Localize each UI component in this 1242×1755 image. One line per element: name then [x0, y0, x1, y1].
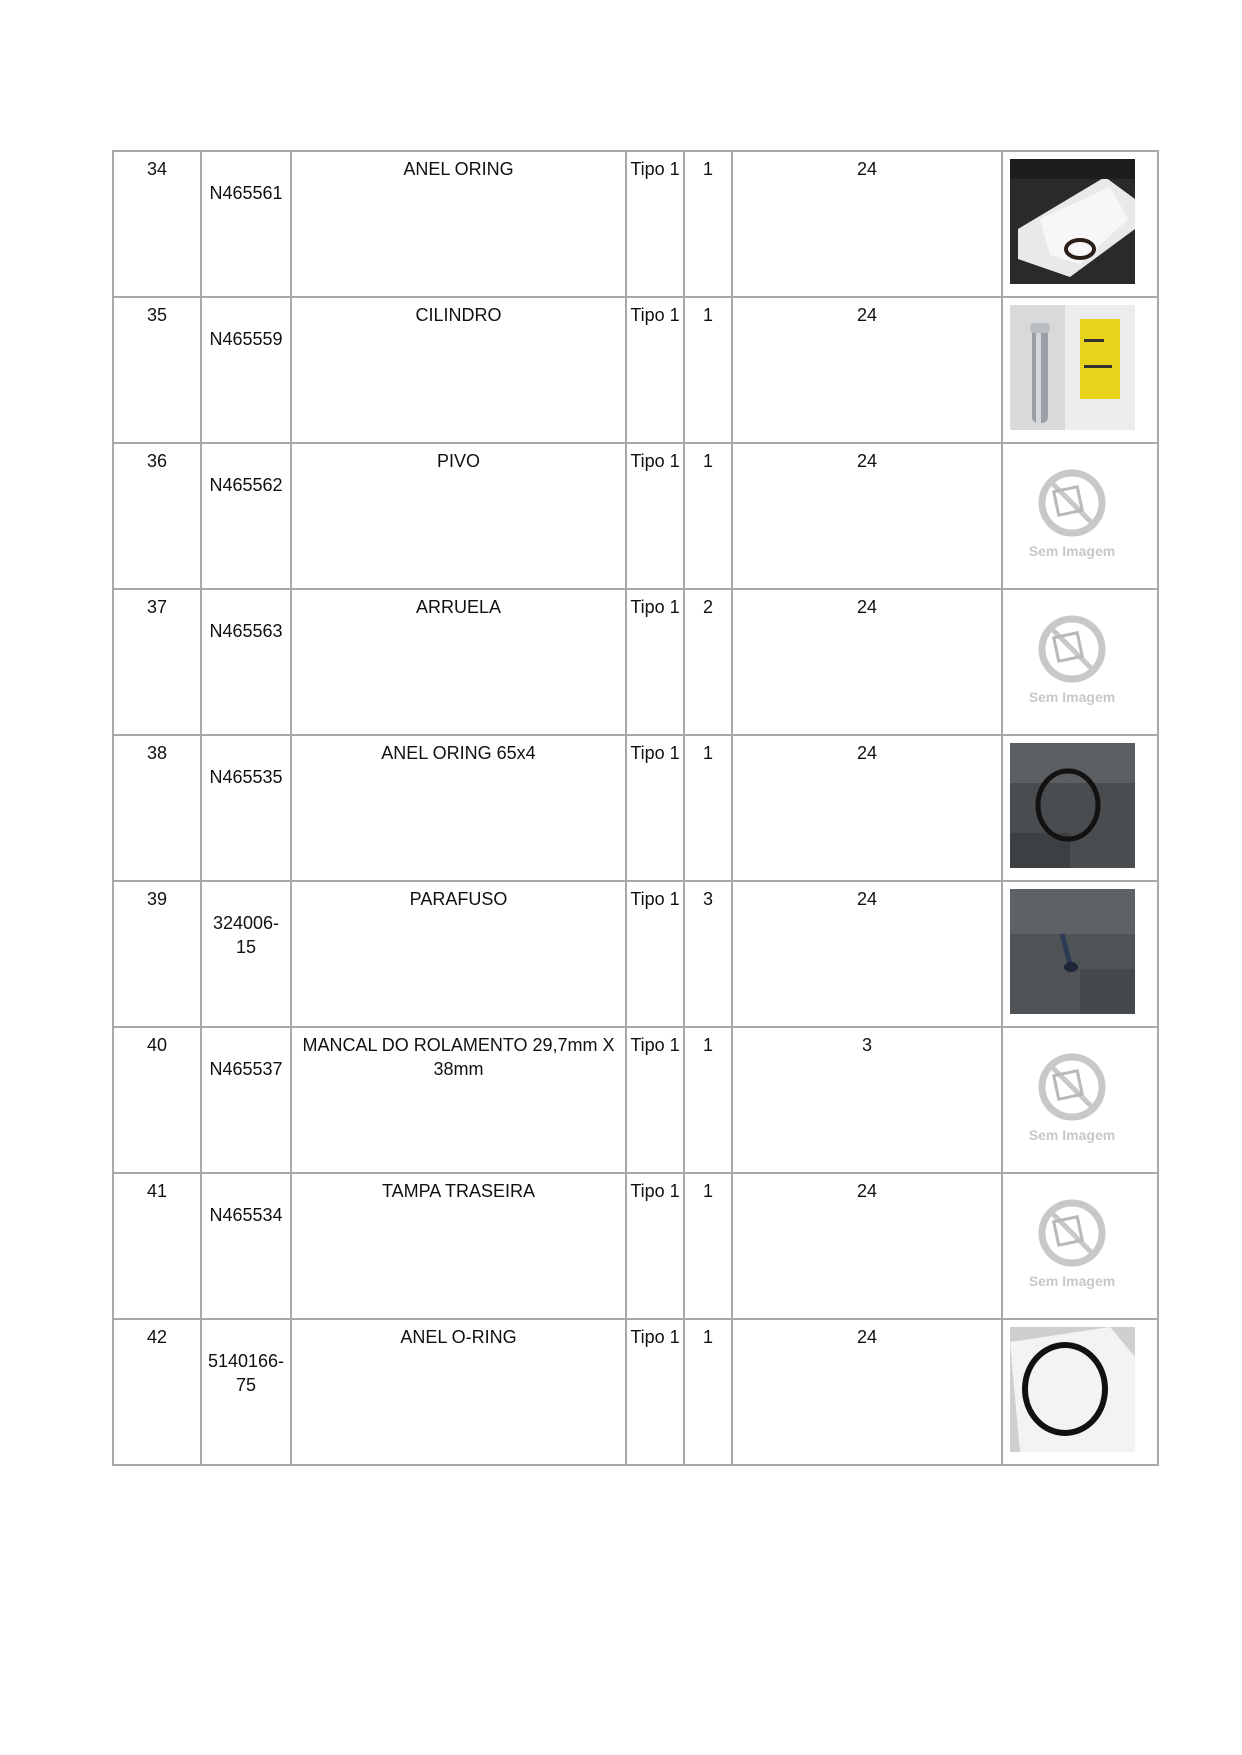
part-type: Tipo 1	[626, 297, 684, 443]
part-description: MANCAL DO ROLAMENTO 29,7mm X 38mm	[291, 1027, 626, 1173]
item-number: 34	[113, 151, 201, 297]
part-quantity: 1	[684, 1027, 732, 1173]
item-number: 37	[113, 589, 201, 735]
item-number: 36	[113, 443, 201, 589]
oring-bag-photo	[1010, 159, 1135, 284]
part-quantity: 1	[684, 443, 732, 589]
part-description: PARAFUSO	[291, 881, 626, 1027]
part-code: N465534	[209, 1205, 283, 1225]
part-type: Tipo 1	[626, 1319, 684, 1465]
part-quantity: 1	[684, 151, 732, 297]
part-code: N465563	[209, 621, 283, 641]
part-value: 24	[732, 589, 1002, 735]
part-code: 5140166-75	[207, 1351, 285, 1395]
part-description: ANEL ORING	[291, 151, 626, 297]
no-image-label: Sem Imagem	[1028, 543, 1116, 559]
part-quantity: 1	[684, 735, 732, 881]
screw-photo	[1010, 889, 1135, 1014]
part-type: Tipo 1	[626, 881, 684, 1027]
no-image-label: Sem Imagem	[1028, 689, 1116, 705]
table-row	[113, 1319, 1158, 1465]
no-image-icon	[1010, 597, 1135, 722]
table-row	[113, 1027, 1158, 1173]
part-value: 24	[732, 1319, 1002, 1465]
no-image-icon	[1010, 1181, 1135, 1306]
oring-white-photo	[1010, 1327, 1135, 1452]
part-quantity: 1	[684, 1173, 732, 1319]
part-description: PIVO	[291, 443, 626, 589]
table-row	[113, 151, 1158, 297]
part-code: N465561	[209, 183, 283, 203]
item-number: 38	[113, 735, 201, 881]
no-image-label: Sem Imagem	[1028, 1273, 1116, 1289]
item-number: 40	[113, 1027, 201, 1173]
part-type: Tipo 1	[626, 735, 684, 881]
part-description: ARRUELA	[291, 589, 626, 735]
part-type: Tipo 1	[626, 1027, 684, 1173]
part-code: 324006-15	[212, 913, 280, 957]
part-value: 3	[732, 1027, 1002, 1173]
part-quantity: 3	[684, 881, 732, 1027]
part-value: 24	[732, 151, 1002, 297]
part-description: ANEL O-RING	[291, 1319, 626, 1465]
table-row	[113, 443, 1158, 589]
part-code: N465559	[209, 329, 283, 349]
part-value: 24	[732, 443, 1002, 589]
part-value: 24	[732, 735, 1002, 881]
table-row	[113, 735, 1158, 881]
part-code: N465535	[209, 767, 283, 787]
part-value: 24	[732, 881, 1002, 1027]
item-number: 35	[113, 297, 201, 443]
table-row	[113, 297, 1158, 443]
no-image-icon	[1010, 1035, 1135, 1160]
part-value: 24	[732, 297, 1002, 443]
part-quantity: 1	[684, 1319, 732, 1465]
part-value: 24	[732, 1173, 1002, 1319]
cylinder-photo	[1010, 305, 1135, 430]
part-quantity: 1	[684, 297, 732, 443]
part-quantity: 2	[684, 589, 732, 735]
part-description: TAMPA TRASEIRA	[291, 1173, 626, 1319]
part-description: CILINDRO	[291, 297, 626, 443]
no-image-icon	[1010, 451, 1135, 576]
no-image-label: Sem Imagem	[1028, 1127, 1116, 1143]
item-number: 41	[113, 1173, 201, 1319]
oring-dark-photo	[1010, 743, 1135, 868]
part-code: N465562	[209, 475, 283, 495]
table-row	[113, 589, 1158, 735]
table-row	[113, 1173, 1158, 1319]
item-number: 39	[113, 881, 201, 1027]
item-number: 42	[113, 1319, 201, 1465]
part-description: ANEL ORING 65x4	[291, 735, 626, 881]
part-type: Tipo 1	[626, 443, 684, 589]
part-code: N465537	[209, 1059, 283, 1079]
table-row	[113, 881, 1158, 1027]
part-type: Tipo 1	[626, 589, 684, 735]
part-type: Tipo 1	[626, 151, 684, 297]
parts-table	[112, 150, 1159, 1466]
part-type: Tipo 1	[626, 1173, 684, 1319]
